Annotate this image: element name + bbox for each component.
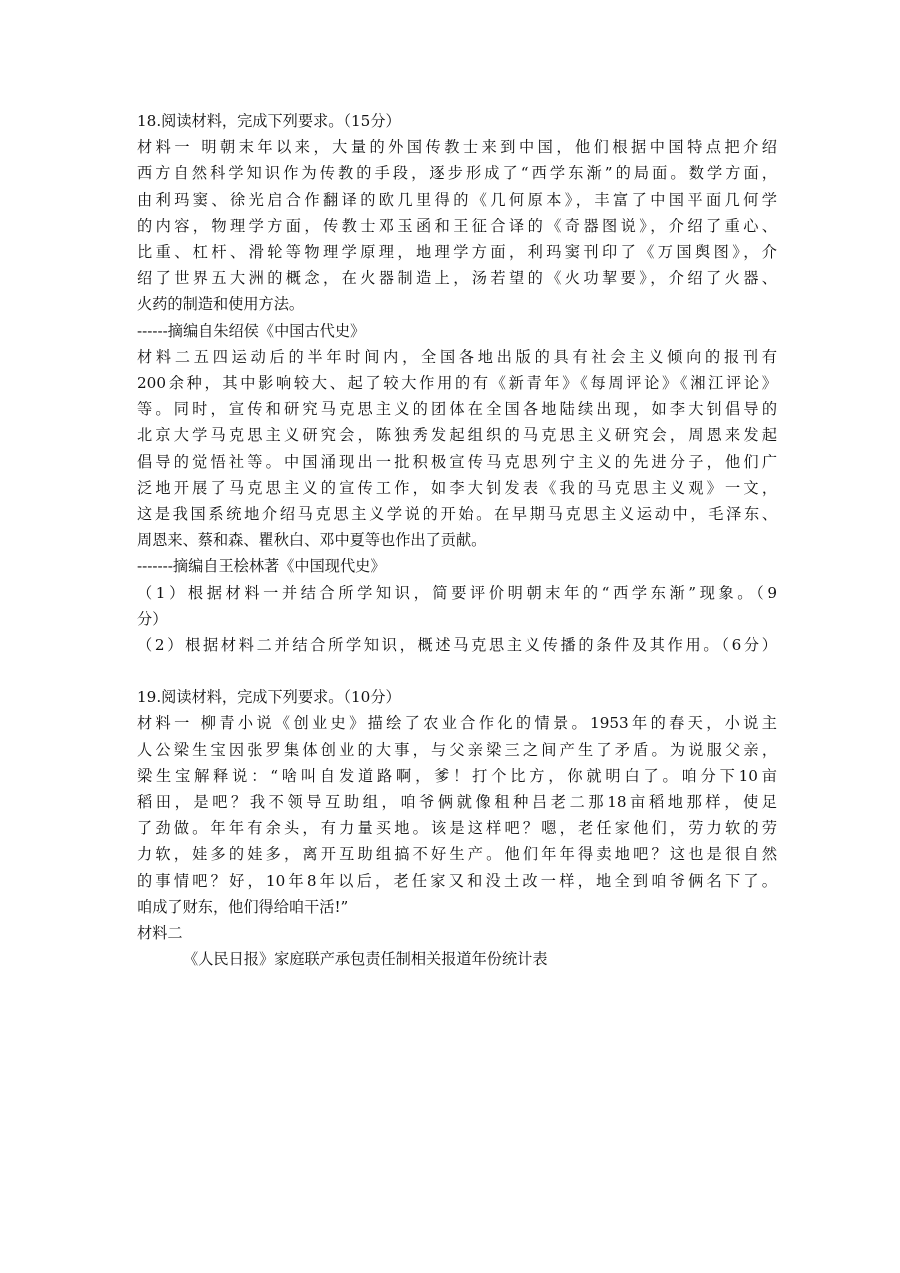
q18-material1-line: 材料一 明朝末年以来，大量的外国传教士来到中国，他们根据中国特点把介绍 — [137, 138, 777, 157]
q19-material1-line: 稻田，是吧？我不领导互助组，咱爷俩就像租种吕老二那18亩稻地那样，使足 — [137, 793, 777, 812]
q18-material2-line: 泛地开展了马克思主义的宣传工作，如李大钊发表《我的马克思主义观》一文， — [137, 478, 777, 497]
q18-material2-line: 周恩来、蔡和森、瞿秋白、邓中夏等也作出了贡献。 — [137, 531, 487, 550]
q18-material2-line: 200余种，其中影响较大、起了较大作用的有《新青年》《每周评论》《湘江评论》 — [137, 374, 777, 393]
q18-material2-line: 倡导的觉悟社等。中国涌现出一批积极宣传马克思列宁主义的先进分子，他们广 — [137, 452, 777, 471]
q19-table-title: 《人民日报》家庭联产承包责任制相关报道年份统计表 — [183, 950, 548, 969]
q19-material1-line: 人公梁生宝因张罗集体创业的大事，与父亲梁三之间产生了矛盾。为说服父亲， — [137, 740, 777, 759]
q19-title: 19.阅读材料，完成下列要求。（10分） — [137, 688, 401, 707]
q19-material1-line: 梁生宝解释说：“啥叫自发道路啊，爹！打个比方，你就明白了。咱分下10亩 — [137, 766, 777, 785]
q18-subquestion-1: （1）根据材料一并结合所学知识，简要评价明朝末年的“西学东渐”现象。（9 — [137, 583, 777, 602]
q18-material2-line: 北京大学马克思主义研究会，陈独秀发起组织的马克思主义研究会，周恩来发起 — [137, 426, 777, 445]
q18-material2-source: -------摘编自王桧林著《中国现代史》 — [137, 557, 386, 576]
exam-page — [137, 108, 777, 973]
q19-material1-line: 的事情吧？好，10年8年以后，老任家又和没土改一样，地全到咱爷俩名下了。 — [137, 871, 777, 890]
q18-material1-line: 比重、杠杆、滑轮等物理学原理，地理学方面，利玛窦刊印了《万国舆图》，介 — [137, 243, 777, 262]
q18-material1-line: 由利玛窦、徐光启合作翻译的欧几里得的《几何原本》，丰富了中国平面几何学 — [137, 190, 777, 209]
q18-material1-line: 火药的制造和使用方法。 — [137, 295, 305, 314]
q18-title: 18.阅读材料，完成下列要求。（15分） — [137, 112, 401, 130]
q18-material1-source: ------摘编自朱绍侯《中国古代史》 — [137, 321, 366, 340]
q19-material2-label: 材料二 — [137, 924, 183, 943]
section-gap — [137, 658, 777, 684]
q18-material1-line: 的内容，物理学方面，传教士邓玉函和王征合译的《奇器图说》，介绍了重心、 — [137, 216, 777, 235]
q19-material1-line: 力软，娃多的娃多，离开互助组搞不好生产。他们年年得卖地吧？这也是很自然 — [137, 845, 777, 864]
q19-material1-line: 了劲做。年年有余头，有力量买地。该是这样吧？嗯，老任家他们，劳力软的劳 — [137, 819, 777, 838]
q19-material1-line: 咱成了财东，他们得给咱干活!” — [137, 897, 349, 916]
q18-subquestion-1-cont: 分） — [137, 609, 168, 628]
q18-material1-line: 西方自然科学知识作为传教的手段，逐步形成了“西学东渐”的局面。数学方面， — [137, 164, 777, 183]
q18-material1-line: 绍了世界五大洲的概念，在火器制造上，汤若望的《火功挈要》，介绍了火器、 — [137, 269, 777, 288]
q18-material2-line: 等。同时，宣传和研究马克思主义的团体在全国各地陆续出现，如李大钊倡导的 — [137, 400, 777, 419]
q18-subquestion-2: （2）根据材料二并结合所学知识，概述马克思主义传播的条件及其作用。（6分） — [137, 636, 777, 655]
q18-material2-line: 材料二五四运动后的半年时间内，全国各地出版的具有社会主义倾向的报刊有 — [137, 347, 777, 366]
q19-material1-line: 材料一 柳青小说《创业史》描绘了农业合作化的情景。1953年的春天，小说主 — [137, 714, 777, 733]
q18-material2-line: 这是我国系统地介绍马克思主义学说的开始。在早期马克思主义运动中，毛泽东、 — [137, 505, 777, 524]
